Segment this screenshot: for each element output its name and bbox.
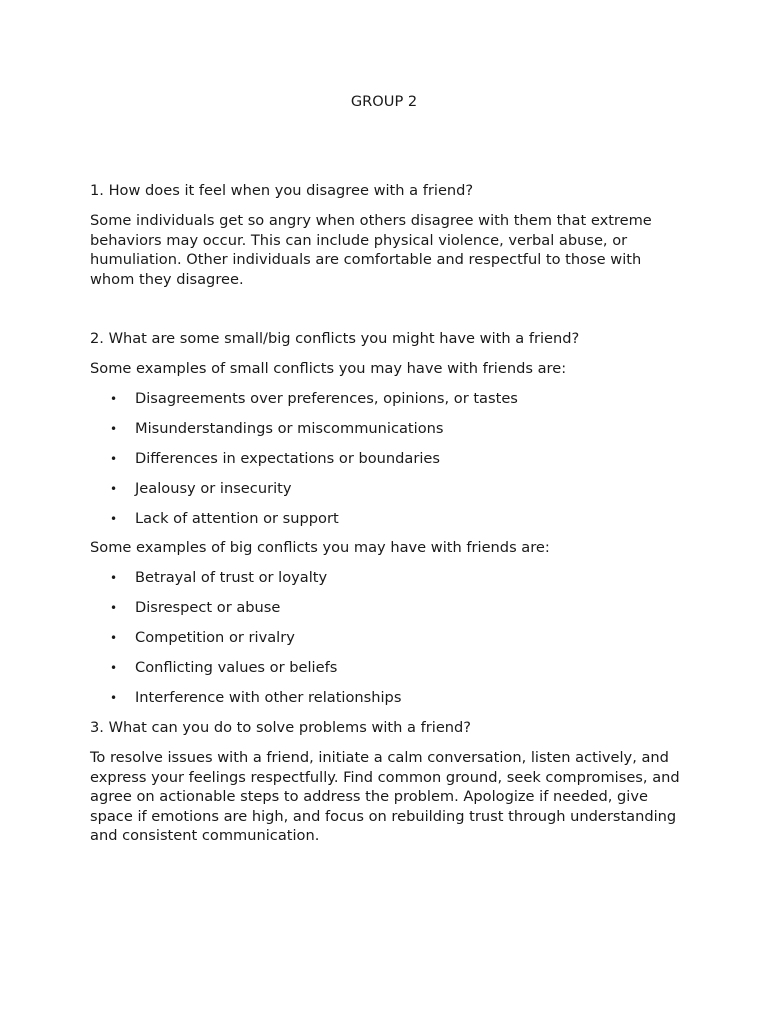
bullet-icon: • [110, 631, 118, 645]
bullet-icon: • [110, 392, 118, 406]
list-item-text: Interference with other relationships [135, 689, 402, 706]
list-item-text: Differences in expectations or boundaries [135, 450, 441, 467]
bullet-icon: • [110, 422, 118, 436]
question-2-heading: 2. What are some small/big conflicts you might have with a friend? [90, 330, 580, 347]
list-item-text: Lack of attention or support [135, 510, 339, 527]
bullet-icon: • [110, 512, 118, 526]
bullet-icon: • [110, 661, 118, 675]
list-item-text: Jealousy or insecurity [135, 480, 292, 497]
question-3-heading: 3. What can you do to solve problems with a friend? [90, 719, 472, 736]
document-title: GROUP 2 [350, 93, 418, 110]
list-item-text: Competition or rivalry [135, 629, 295, 646]
question-3-answer: To resolve issues with a friend, initiate a calm conversation, listen actively, and express your feelings respectfully. Find common ground, seek compromises, and agree on actionable steps to address the problem. Apologize if needed, give space if emotions are high, and focus on rebuilding trust through understanding and consistent communication. [90, 749, 680, 845]
bullet-icon: • [110, 482, 118, 496]
small-conflicts-intro: Some examples of small conflicts you may have with friends are: [90, 360, 567, 377]
bullet-icon: • [110, 452, 118, 466]
question-1-heading: 1. How does it feel when you disagree with a friend? [90, 182, 474, 199]
list-item-text: Disrespect or abuse [135, 599, 281, 616]
question-1-answer: Some individuals get so angry when others disagree with them that extreme behaviors may occur. This can include physical violence, verbal abuse, or humuliation. Other individuals are comfortable and respectful to those with whom they disagree. [90, 212, 652, 288]
list-item-text: Misunderstandings or miscommunications [135, 420, 444, 437]
big-conflicts-intro: Some examples of big conflicts you may have with friends are: [90, 539, 550, 556]
list-item-text: Conflicting values or beliefs [135, 659, 338, 676]
bullet-icon: • [110, 571, 118, 585]
list-item-text: Disagreements over preferences, opinions, or tastes [135, 390, 518, 407]
bullet-icon: • [110, 691, 118, 705]
list-item-text: Betrayal of trust or loyalty [135, 569, 328, 586]
bullet-icon: • [110, 601, 118, 615]
